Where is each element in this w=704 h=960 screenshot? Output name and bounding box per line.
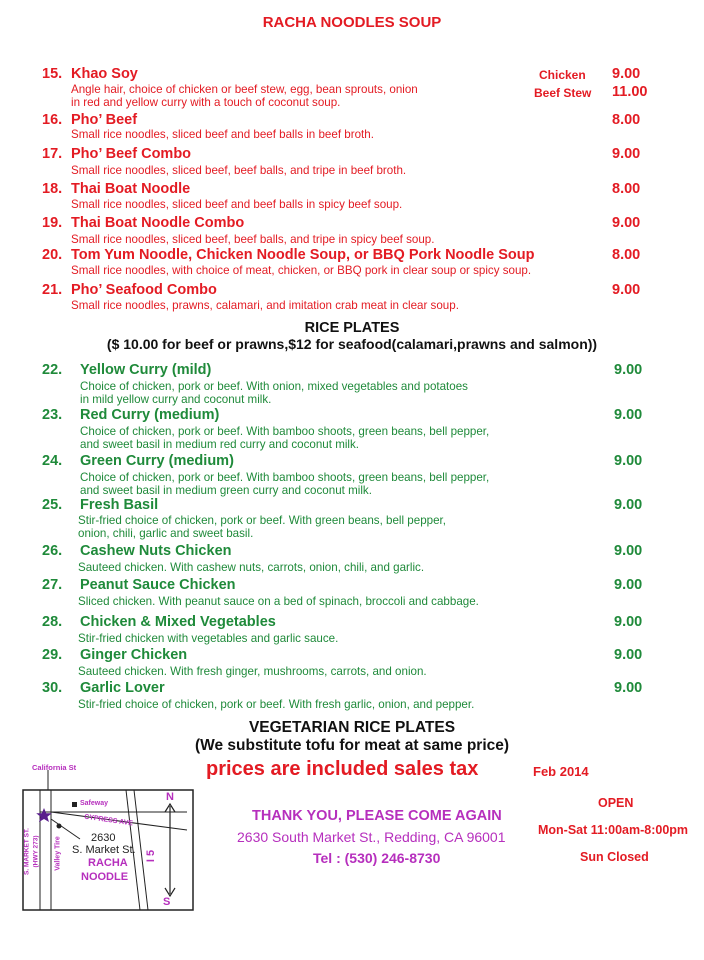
market-st-label: S. MARKET ST.	[23, 828, 31, 875]
item-name: Red Curry (medium)	[80, 407, 220, 423]
item-name: Cashew Nuts Chicken	[80, 543, 232, 559]
tax-note: prices are included sales tax	[206, 758, 479, 780]
item-price: 9.00	[614, 453, 643, 469]
item-price: 9.00	[614, 680, 643, 696]
item-price: 9.00	[614, 543, 643, 559]
item-price: 9.00	[614, 577, 643, 593]
item-desc-line: Sauteed chicken. With cashew nuts, carrots, onion, chili, and garlic.	[78, 561, 425, 574]
item-name: Thai Boat Noodle	[71, 181, 191, 197]
item-name: Thai Boat Noodle Combo	[71, 215, 245, 231]
item-number: 23.	[42, 407, 63, 423]
item-price: 11.00	[612, 84, 648, 100]
item-name: Tom Yum Noodle, Chicken Noodle Soup, or BBQ Pork Noodle Soup	[71, 247, 535, 263]
item-name: Pho’ Beef Combo	[71, 146, 192, 162]
item-desc-line: in red and yellow curry with a touch of coconut soup.	[71, 96, 341, 109]
menu-title: RACHA NOODLES SOUP	[262, 14, 442, 31]
cypress-ave-label: CYPRESS AVE	[83, 813, 134, 828]
item-price: 9.00	[612, 146, 641, 162]
safeway-label: Safeway	[80, 800, 109, 807]
item-name: Khao Soy	[71, 66, 138, 82]
valley-tire-label: Valley Tire	[54, 836, 62, 871]
item-desc-line: in mild yellow curry and coconut milk.	[80, 393, 272, 406]
map-racha-label: RACHA	[88, 857, 128, 869]
option-label: Beef Stew	[534, 86, 592, 100]
item-price: 9.00	[614, 407, 643, 423]
item-price: 9.00	[614, 614, 643, 630]
rice-plates-subtitle: ($ 10.00 for beef or prawns,$12 for seafood(calamari,prawns and salmon))	[106, 336, 598, 352]
item-desc-line: Choice of chicken, pork or beef. With bamboo shoots, green beans, bell pepper,	[80, 471, 490, 484]
item-name: Fresh Basil	[80, 497, 159, 513]
hwy-label: (HWY 273)	[32, 835, 40, 868]
item-desc-line: Small rice noodles, sliced beef, beef balls, and tripe in spicy beef soup.	[71, 233, 435, 246]
item-name: Pho’ Beef	[71, 112, 138, 128]
map-address-street: S. Market St.	[72, 844, 136, 856]
item-price: 9.00	[614, 647, 643, 663]
item-desc-line: onion, chili, garlic and sweet basil.	[78, 527, 254, 540]
vegetarian-title: VEGETARIAN RICE PLATES	[248, 719, 456, 736]
item-number: 25.	[42, 497, 63, 513]
item-price: 9.00	[614, 497, 643, 513]
open-label: OPEN	[598, 796, 634, 810]
item-desc-line: Stir-fried choice of chicken, pork or beef. With green beans, bell pepper,	[78, 514, 446, 527]
hours-weekdays: Mon-Sat 11:00am-8:00pm	[538, 823, 689, 837]
item-desc-line: Small rice noodles, sliced beef and beef balls in spicy beef soup.	[71, 198, 403, 211]
rice-plates-title: RICE PLATES	[304, 320, 400, 336]
star-icon	[36, 808, 52, 822]
footer-address: 2630 South Market St., Redding, CA 96001	[237, 829, 506, 845]
item-number: 26.	[42, 543, 63, 559]
vegetarian-subtitle: (We substitute tofu for meat at same price)	[194, 737, 510, 754]
map-address-number: 2630	[91, 832, 116, 844]
item-number: 16.	[42, 112, 63, 128]
item-desc-line: Angle hair, choice of chicken or beef stew, egg, bean sprouts, onion	[71, 83, 418, 96]
california-st-label: California St	[32, 763, 77, 772]
date-label: Feb 2014	[533, 764, 589, 779]
item-number: 22.	[42, 362, 63, 378]
item-price: 8.00	[612, 247, 641, 263]
item-desc-line: Small rice noodles, sliced beef, beef balls, and tripe in beef broth.	[71, 164, 407, 177]
item-number: 30.	[42, 680, 63, 696]
item-number: 24.	[42, 453, 63, 469]
north-label: N	[166, 791, 174, 803]
item-desc-line: Stir-fried chicken with vegetables and garlic sauce.	[78, 632, 339, 645]
item-desc-line: Sauteed chicken. With fresh ginger, mushrooms, carrots, and onion.	[78, 665, 427, 678]
item-desc-line: Small rice noodles, sliced beef and beef balls in beef broth.	[71, 128, 374, 141]
thank-you-text: THANK YOU, PLEASE COME AGAIN	[252, 808, 502, 824]
item-price: 9.00	[612, 282, 641, 298]
item-desc-line: and sweet basil in medium green curry and coconut milk.	[80, 484, 372, 497]
item-desc-line: and sweet basil in medium red curry and coconut milk.	[80, 438, 360, 451]
item-number: 20.	[42, 247, 63, 263]
item-price: 9.00	[614, 362, 643, 378]
item-price: 8.00	[612, 181, 641, 197]
item-number: 15.	[42, 66, 63, 82]
item-number: 19.	[42, 215, 63, 231]
item-name: Peanut Sauce Chicken	[80, 577, 236, 593]
item-number: 28.	[42, 614, 63, 630]
item-price: 9.00	[612, 66, 641, 82]
option-label: Chicken	[539, 68, 586, 82]
safeway-marker	[72, 802, 77, 807]
item-number: 17.	[42, 146, 63, 162]
item-number: 21.	[42, 282, 63, 298]
item-name: Garlic Lover	[80, 680, 165, 696]
item-price: 9.00	[612, 215, 641, 231]
item-number: 27.	[42, 577, 63, 593]
item-name: Ginger Chicken	[80, 647, 188, 663]
item-desc-line: Stir-fried choice of chicken, pork or beef. With fresh garlic, onion, and pepper.	[78, 698, 475, 711]
item-name: Chicken & Mixed Vegetables	[80, 614, 276, 630]
item-desc-line: Sliced chicken. With peanut sauce on a bed of spinach, broccoli and cabbage.	[78, 595, 479, 608]
map-noodle-label: NOODLE	[81, 871, 129, 883]
item-number: 29.	[42, 647, 63, 663]
item-number: 18.	[42, 181, 63, 197]
item-name: Pho’ Seafood Combo	[71, 282, 217, 298]
south-label: S	[163, 896, 171, 908]
item-desc-line: Choice of chicken, pork or beef. With bamboo shoots, green beans, bell pepper,	[80, 425, 490, 438]
item-name: Yellow Curry (mild)	[80, 362, 212, 378]
hours-sunday: Sun Closed	[580, 850, 649, 864]
item-desc-line: Small rice noodles, with choice of meat, chicken, or BBQ pork in clear soup or spicy soup.	[71, 264, 532, 277]
footer-phone: Tel : (530) 246-8730	[313, 850, 441, 866]
item-desc-line: Small rice noodles, prawns, calamari, and imitation crab meat in clear soup.	[71, 299, 459, 312]
item-price: 8.00	[612, 112, 641, 128]
item-name: Green Curry (medium)	[80, 453, 234, 469]
interstate-label: I 5	[145, 849, 158, 863]
item-desc-line: Choice of chicken, pork or beef. With onion, mixed vegetables and potatoes	[80, 380, 468, 393]
